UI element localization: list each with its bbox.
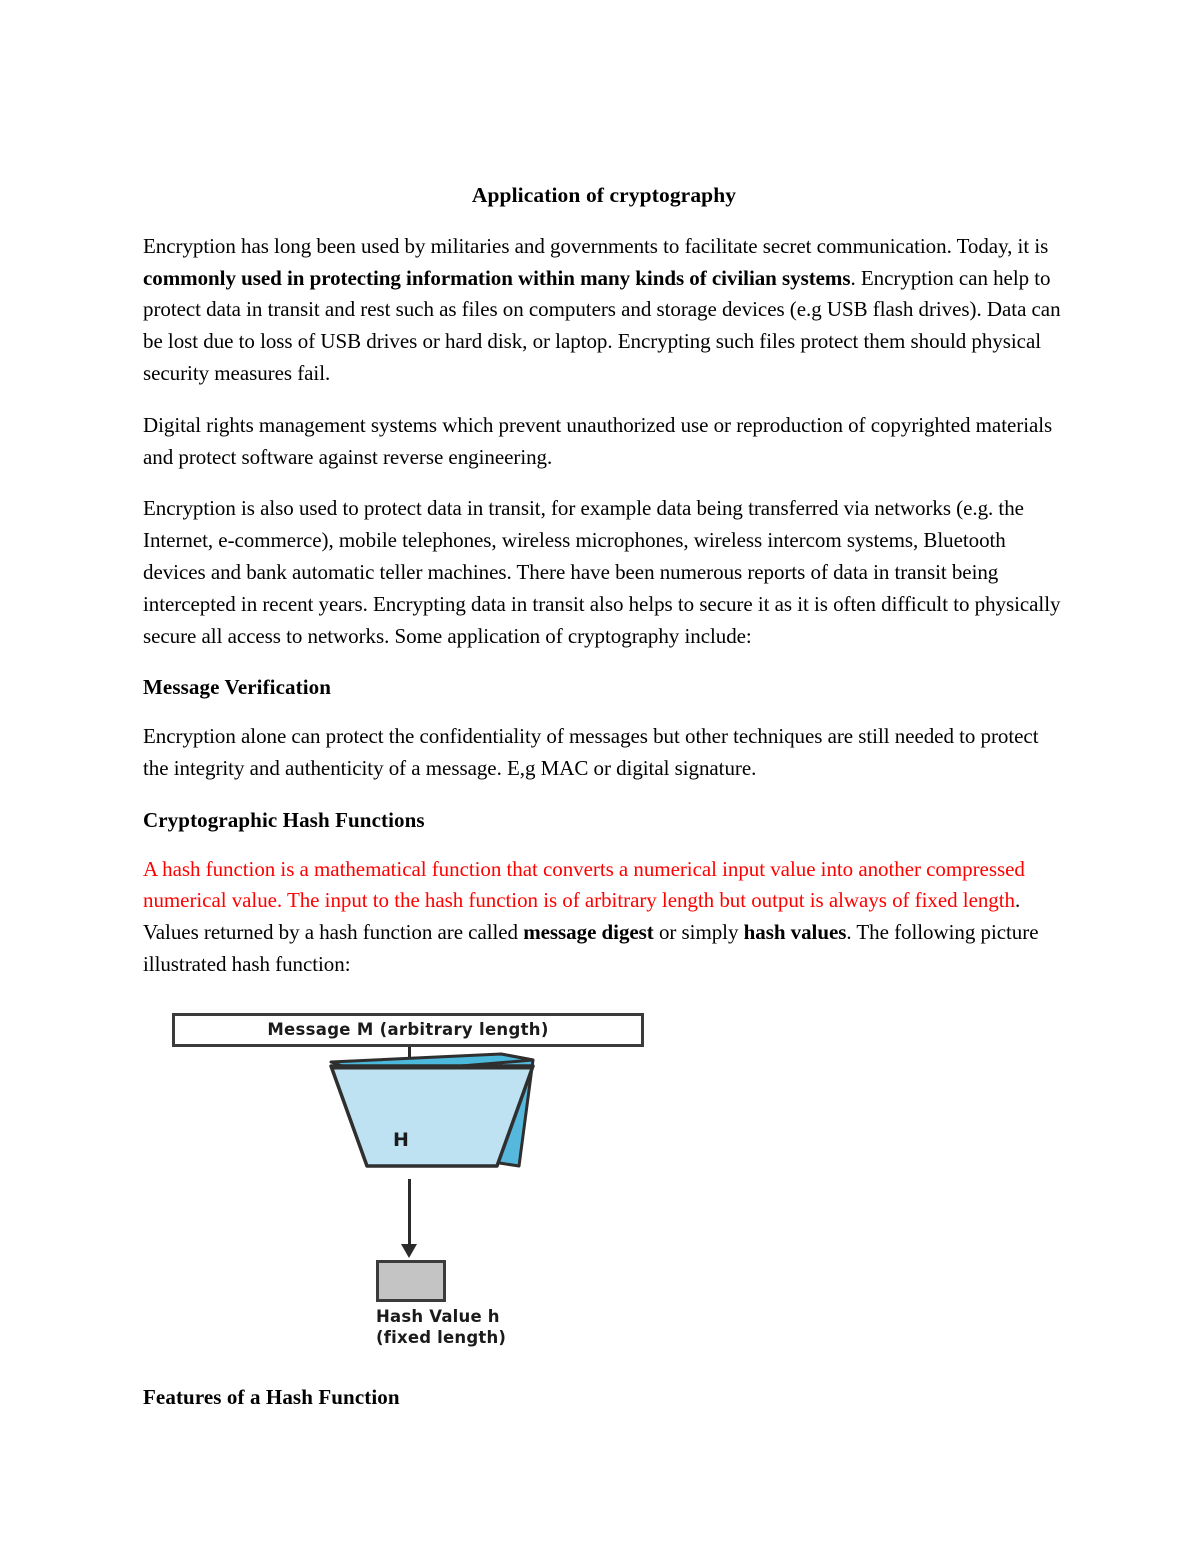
diagram-input-box [172,1013,644,1047]
paragraph-drm: Digital rights management systems which prevent unauthorized use or reproduction of copyrighted materials and protect software against reverse engineering. [143,412,1053,469]
hash-definition-red-run: A hash function is a mathematical function that converts a numerical input value into another compressed numerical value. The input to the hash function is of arbitrary length but output is always of fixed length [143,856,1025,913]
paragraph-intro [143,231,1065,390]
diagram-arrow-output-shaft [408,1179,411,1249]
document-content [143,182,1065,1431]
diagram-output-label-line2: (fixed length) [376,1327,507,1347]
paragraph-run-normal-2: . Encryption can help to protect data in transit and rest such as files on computers and storage devices (e.g USB flash drives). Data can be lost due to loss of USB drives or hard disk, or laptop. Encrypting such files protect them should physical security measures fail. [143,265,1061,386]
paragraph-data-in-transit: Encryption is also used to protect data in transit, for example data being transferred via networks (e.g. the Internet, e-commerce), mobile telephones, wireless microphones, wireless intercom systems, Bluetooth devices and bank automatic teller machines. There have been numerous reports of data in transit being intercepted in recent years. Encrypting data in transit also helps to secure it as it is often difficult to physically secure all access to networks. Some application of cryptography include: [143,496,1061,648]
heading-cryptographic-hash-functions: Cryptographic Hash Functions [143,807,425,832]
diagram-hash-funnel-shape [305,1046,545,1181]
paragraph-run-bold: commonly used in protecting information within many kinds of civilian systems [143,265,851,290]
hash-definition-run-2: or simply [653,920,744,945]
diagram-output-box [376,1260,446,1302]
diagram-output-label [376,1306,576,1348]
hash-definition-bold-message-digest: message digest [523,920,654,945]
hash-function-diagram [157,1001,717,1346]
diagram-function-label: H [393,1128,409,1151]
heading-features-of-hash-function: Features of a Hash Function [143,1384,400,1409]
paragraph-run-normal: Encryption has long been used by militaries and governments to facilitate secret communication. Today, it is [143,233,1049,258]
diagram-output-label-line1: Hash Value h [376,1306,500,1326]
diagram-input-box-label: Message M (arbitrary length) [267,1020,549,1040]
paragraph-message-verification: Encryption alone can protect the confidentiality of messages but other techniques are still needed to protect the integrity and authenticity of a message. E,g MAC or digital signature. [143,724,1039,781]
diagram-arrow-output-head-icon [401,1244,417,1258]
funnel-front-face [331,1066,533,1166]
page-title: Application of cryptography [471,183,737,207]
hash-definition-run-3: . The following picture illustrated hash function: [143,920,1039,977]
paragraph-hash-definition [143,854,1065,981]
hash-definition-bold-hash-values: hash values [743,920,847,945]
heading-message-verification: Message Verification [143,675,332,700]
hash-definition-run-1: . Values returned by a hash function are called [143,888,1021,945]
